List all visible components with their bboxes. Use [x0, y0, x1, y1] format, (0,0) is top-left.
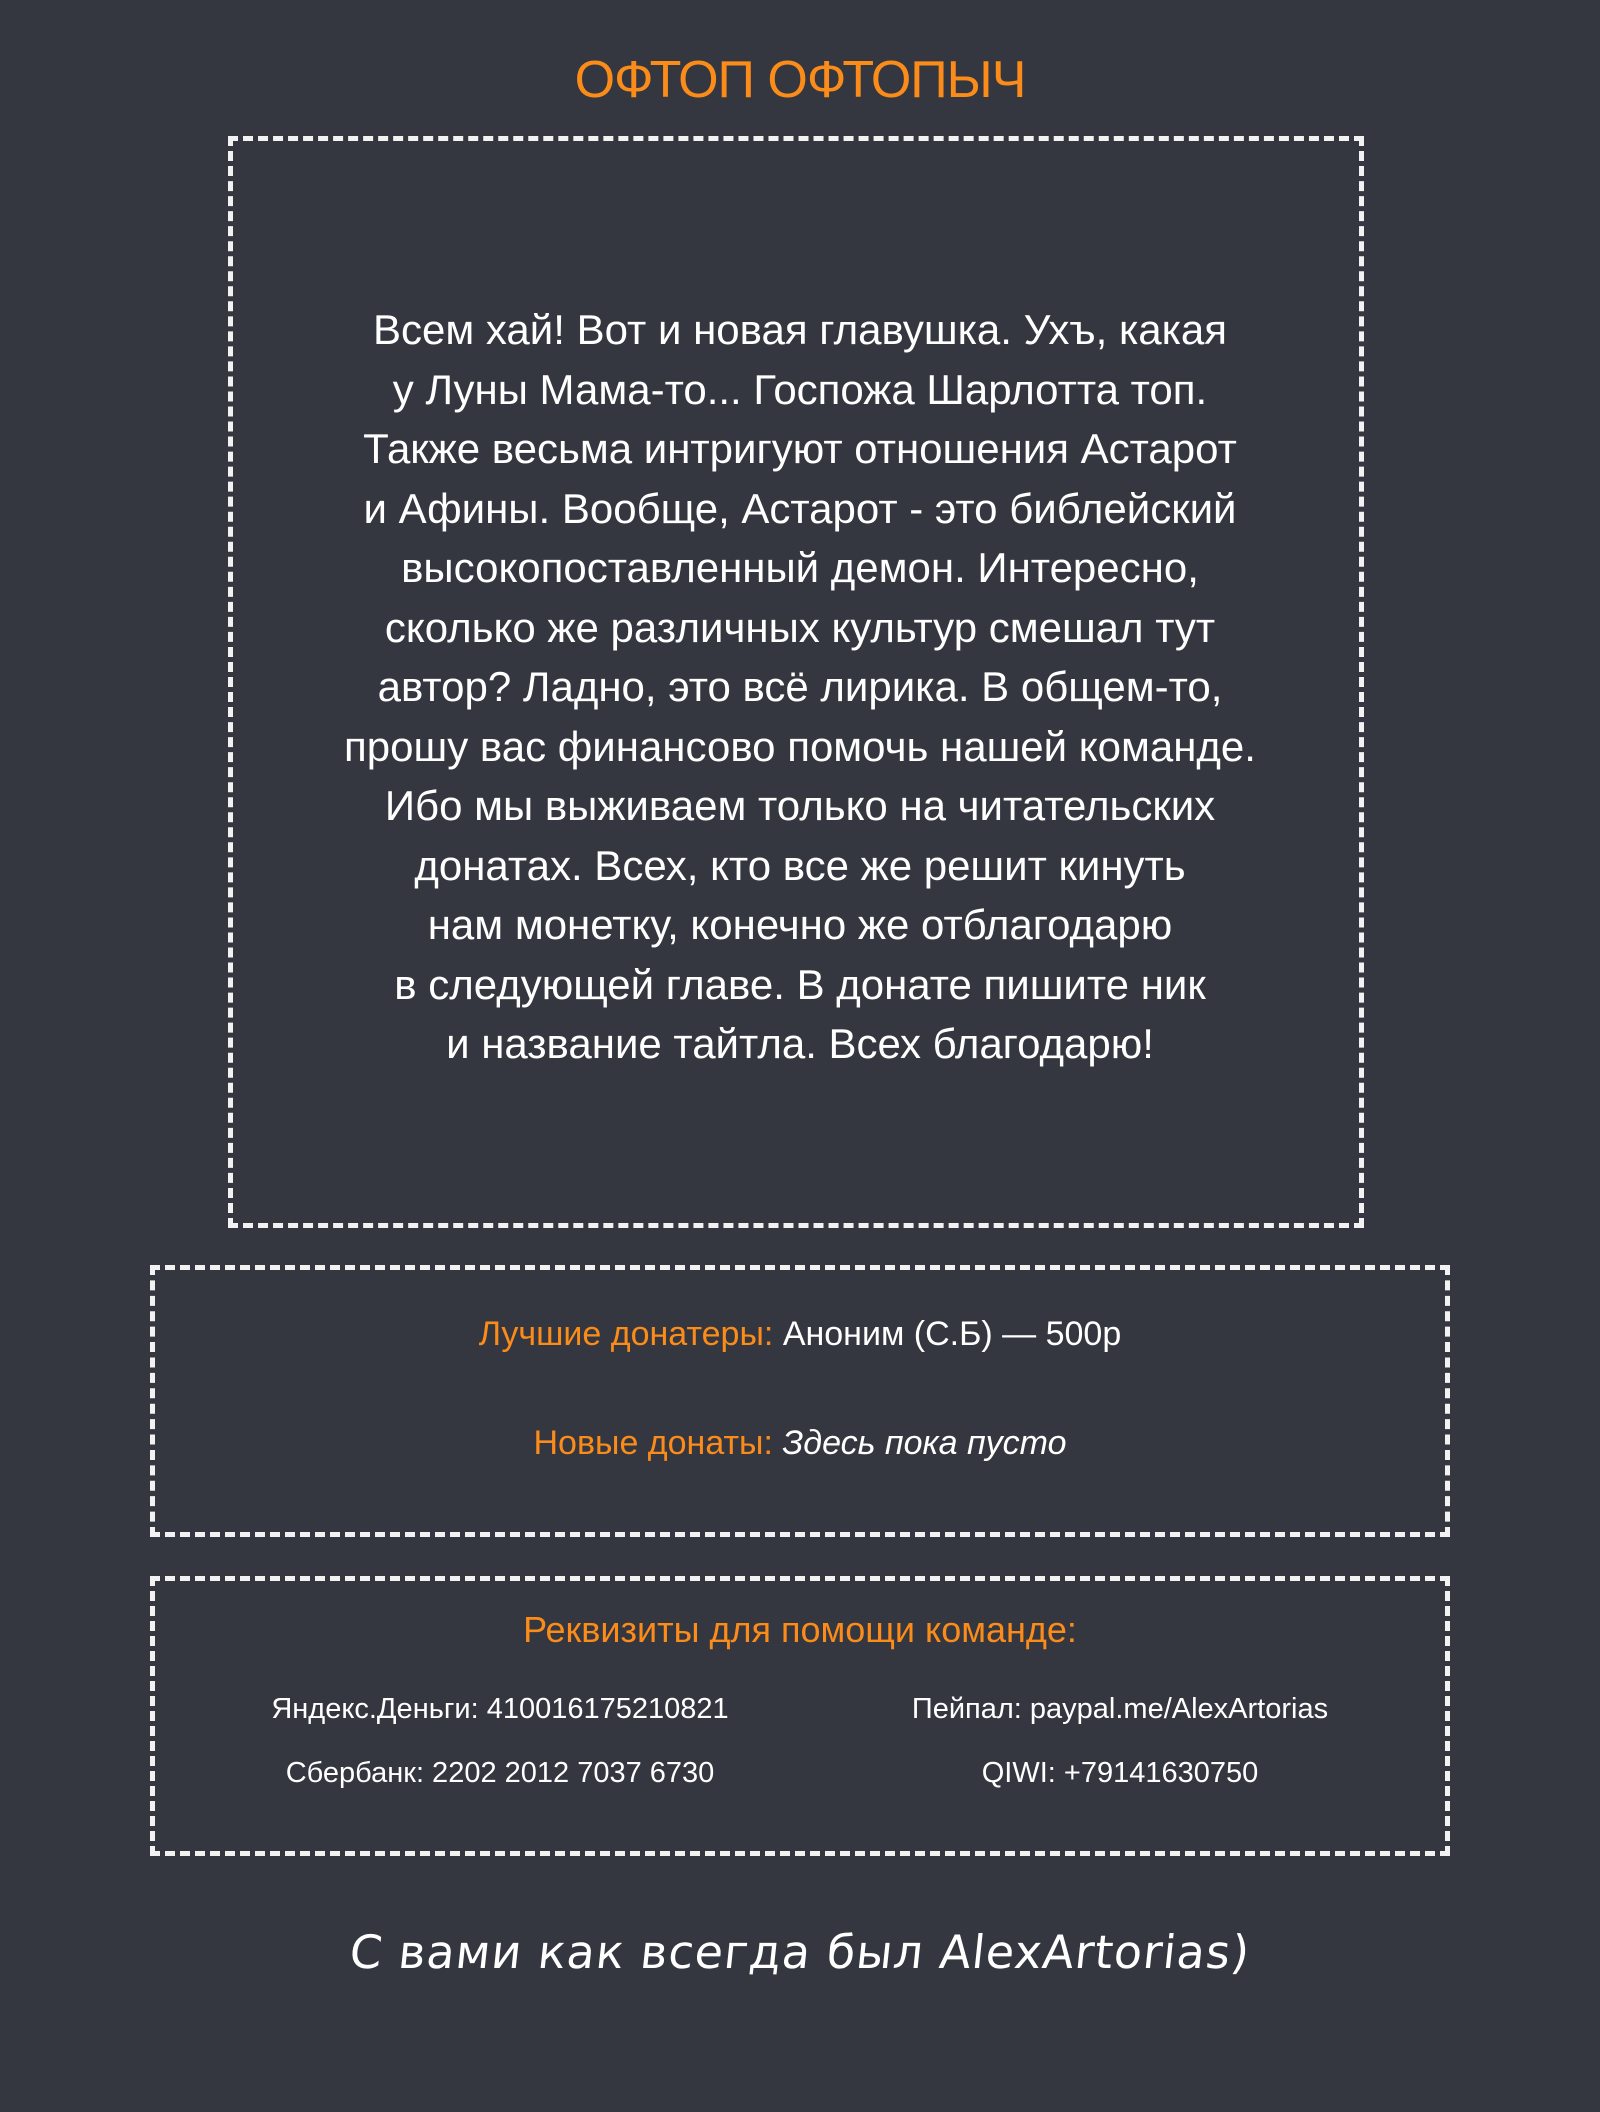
message-line: Также весьма интригуют отношения Астарот [363, 425, 1237, 472]
message-line: Ибо мы выживаем только на читательских [384, 782, 1216, 829]
new-donations-label: Новые донаты: [533, 1424, 773, 1462]
message-line: и Афины. Вообще, Астарот - это библейский [363, 484, 1237, 532]
message-text [0, 300, 1600, 1074]
message-line: высокопоставленный демон. Интересно, [401, 544, 1199, 591]
message-line: автор? Ладно, это всё лирика. В общем-то, [377, 663, 1223, 710]
message-line: в следующей главе. В донате пишите ник [394, 960, 1206, 1008]
message-line: Всем хай! Вот и новая главушка. Ухъ, какая [372, 306, 1228, 353]
new-donations-value: Здесь пока пусто [782, 1424, 1067, 1462]
best-donors-value: Аноним (С.Б) — 500р [782, 1315, 1122, 1353]
signature: С вами как всегда был AlexArtorias) [347, 1925, 1253, 1979]
sberbank-detail: Сбербанк: 2202 2012 7037 6730 [285, 1757, 715, 1789]
paypal-detail: Пейпал: paypal.me/AlexArtorias [911, 1693, 1329, 1725]
yandex-money-detail: Яндекс.Деньги: 410016175210821 [271, 1693, 729, 1725]
message-line: сколько же различных культур смешал тут [384, 603, 1216, 651]
message-line: донатах. Всех, кто все же решит кинуть [414, 841, 1186, 889]
message-line: нам монетку, конечно же отблагодарю [427, 901, 1173, 948]
donors-box [150, 1265, 1450, 1537]
message-line: и название тайтла. Всех благодарю! [446, 1020, 1154, 1067]
message-line: у Луны Мама-то... Госпожа Шарлотта топ. [392, 365, 1208, 413]
new-donations-row [0, 1423, 1600, 1463]
best-donors-row [0, 1314, 1600, 1354]
requisites-title: Реквизиты для помощи команде: [523, 1609, 1077, 1650]
best-donors-label: Лучшие донатеры: [478, 1315, 774, 1353]
qiwi-detail: QIWI: +79141630750 [981, 1757, 1259, 1789]
page-title: ОФТОП ОФТОПЫЧ [574, 51, 1026, 109]
message-line: прошу вас финансово помочь нашей команде. [344, 722, 1256, 770]
